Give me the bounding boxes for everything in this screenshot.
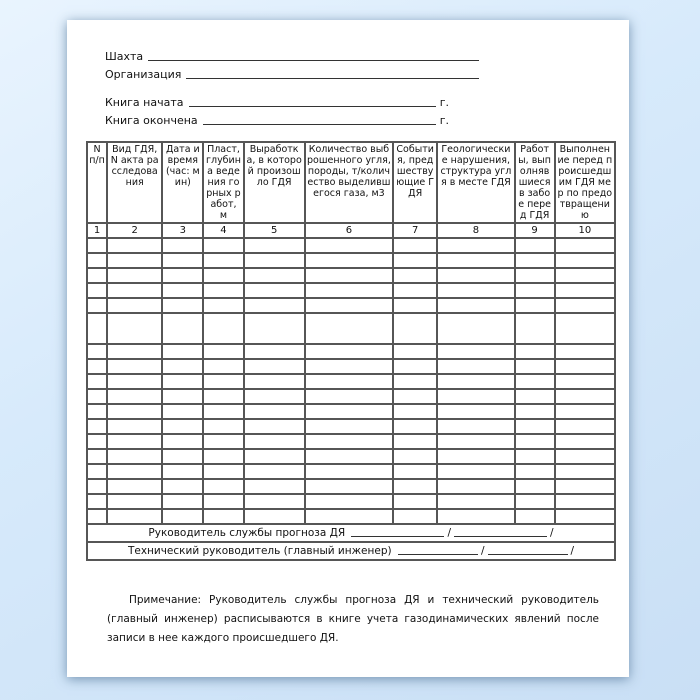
empty-row (87, 298, 615, 313)
empty-cell (244, 479, 305, 494)
empty-cell (393, 494, 437, 509)
col-header-6: Количество выброшенного угля, породы, т/количество выделившегося газа, м3 (305, 142, 393, 223)
blank-line (351, 535, 444, 537)
empty-cell (555, 253, 615, 268)
col-header-9: Работы, выполнявшиеся в забое перед ГДЯ (515, 142, 555, 223)
empty-cell (244, 389, 305, 404)
empty-cell (203, 359, 243, 374)
empty-cell (393, 359, 437, 374)
empty-cell (305, 238, 393, 253)
empty-cell (162, 268, 203, 283)
empty-cell (162, 494, 203, 509)
empty-cell (162, 238, 203, 253)
empty-cell (107, 479, 162, 494)
empty-cell (87, 464, 107, 479)
empty-cell (515, 298, 555, 313)
col-header-7: События, предшествующие ГДЯ (393, 142, 437, 223)
empty-cell (244, 283, 305, 298)
empty-cell (555, 374, 615, 389)
empty-cell (555, 449, 615, 464)
empty-cell (244, 419, 305, 434)
col-number: 10 (555, 223, 615, 238)
empty-row (87, 449, 615, 464)
empty-cell (437, 389, 514, 404)
empty-cell (555, 404, 615, 419)
empty-row (87, 464, 615, 479)
empty-cell (244, 359, 305, 374)
empty-cell (437, 509, 514, 524)
empty-cell (107, 419, 162, 434)
empty-cell (162, 283, 203, 298)
empty-cell (305, 313, 393, 344)
field-suffix: г. (439, 114, 449, 127)
empty-cell (203, 283, 243, 298)
empty-cell (393, 404, 437, 419)
col-header-1: N п/п (87, 142, 107, 223)
empty-cell (162, 253, 203, 268)
empty-cell (515, 268, 555, 283)
empty-cell (437, 359, 514, 374)
col-number: 4 (203, 223, 243, 238)
blank-line (148, 59, 479, 61)
empty-cell (555, 283, 615, 298)
col-header-4: Пласт, глубина ведения горных работ, м (203, 142, 243, 223)
col-number: 7 (393, 223, 437, 238)
empty-cell (437, 268, 514, 283)
empty-row (87, 389, 615, 404)
col-header-3: Дата и время (час: мин) (162, 142, 203, 223)
empty-cell (515, 313, 555, 344)
empty-cell (162, 464, 203, 479)
empty-cell (87, 313, 107, 344)
blank-line (398, 553, 478, 555)
empty-row (87, 434, 615, 449)
empty-cell (555, 464, 615, 479)
empty-cell (87, 419, 107, 434)
empty-cell (393, 389, 437, 404)
empty-cell (244, 238, 305, 253)
empty-cell (515, 419, 555, 434)
empty-cell (393, 419, 437, 434)
empty-cell (515, 509, 555, 524)
empty-row (87, 283, 615, 298)
empty-cell (305, 359, 393, 374)
empty-cell (437, 313, 514, 344)
empty-cell (203, 268, 243, 283)
empty-cell (305, 283, 393, 298)
empty-cell (203, 344, 243, 359)
empty-cell (87, 344, 107, 359)
empty-cell (87, 389, 107, 404)
empty-cell (87, 298, 107, 313)
empty-cell (107, 238, 162, 253)
empty-cell (244, 464, 305, 479)
field-label: Шахта (105, 50, 144, 63)
empty-cell (515, 479, 555, 494)
empty-cell (437, 449, 514, 464)
empty-cell (437, 404, 514, 419)
empty-cell (107, 374, 162, 389)
empty-row (87, 238, 615, 253)
empty-cell (162, 298, 203, 313)
empty-cell (393, 268, 437, 283)
col-header-2: Вид ГДЯ, N акта расследования (107, 142, 162, 223)
empty-cell (555, 434, 615, 449)
signature-cell (87, 542, 615, 560)
header-fields (105, 45, 479, 127)
column-number-row (87, 223, 615, 238)
empty-row (87, 253, 615, 268)
field-suffix: г. (439, 96, 449, 109)
col-number: 5 (244, 223, 305, 238)
note-paragraph: Примечание: Руководитель службы прогноза ДЯ и технический руководитель (главный инженер) расписываются в книге учета газодинамических явлений после записи в нее каждого происшедшего ДЯ. (107, 593, 599, 644)
empty-cell (305, 434, 393, 449)
empty-cell (203, 238, 243, 253)
empty-cell (107, 283, 162, 298)
blank-line (454, 535, 547, 537)
empty-cell (162, 479, 203, 494)
empty-cell (203, 374, 243, 389)
empty-cell (305, 374, 393, 389)
empty-cell (305, 509, 393, 524)
empty-cell (555, 419, 615, 434)
empty-cell (107, 268, 162, 283)
empty-cell (515, 238, 555, 253)
slash: / (550, 526, 554, 539)
signature-cell (87, 524, 615, 542)
empty-cell (393, 344, 437, 359)
empty-row (87, 359, 615, 374)
empty-cell (393, 298, 437, 313)
empty-cell (393, 449, 437, 464)
empty-cell (437, 494, 514, 509)
empty-cell (162, 344, 203, 359)
empty-cell (162, 389, 203, 404)
empty-cell (555, 359, 615, 374)
empty-cell (203, 449, 243, 464)
field-shahta (105, 45, 479, 63)
empty-cell (305, 268, 393, 283)
empty-cell (162, 359, 203, 374)
empty-cell (437, 434, 514, 449)
empty-cell (107, 253, 162, 268)
empty-cell (393, 238, 437, 253)
signature-row-1 (87, 524, 615, 542)
empty-cell (107, 298, 162, 313)
empty-cell (393, 283, 437, 298)
col-number: 3 (162, 223, 203, 238)
empty-cell (437, 479, 514, 494)
col-number: 9 (515, 223, 555, 238)
empty-cell (87, 494, 107, 509)
empty-cell (437, 464, 514, 479)
empty-row (87, 419, 615, 434)
empty-cell (437, 344, 514, 359)
blank-line (186, 77, 479, 79)
empty-cell (515, 374, 555, 389)
empty-cell (515, 283, 555, 298)
empty-cell (107, 344, 162, 359)
empty-cell (203, 419, 243, 434)
empty-cell (203, 389, 243, 404)
empty-cell (437, 283, 514, 298)
empty-row (87, 344, 615, 359)
empty-cell (515, 389, 555, 404)
empty-cell (87, 404, 107, 419)
empty-cell (393, 313, 437, 344)
field-kniga-okonchena (105, 109, 449, 127)
col-number: 6 (305, 223, 393, 238)
empty-cell (555, 344, 615, 359)
table-header-row (87, 142, 615, 223)
empty-cell (515, 494, 555, 509)
slash: / (570, 544, 575, 557)
empty-cell (305, 404, 393, 419)
empty-cell (162, 434, 203, 449)
empty-cell (515, 344, 555, 359)
spacer (105, 81, 479, 91)
blank-line (203, 123, 436, 125)
empty-cell (244, 449, 305, 464)
empty-cell (244, 298, 305, 313)
col-header-10: Выполнение перед происшедшим ГДЯ мер по предотвращению (555, 142, 615, 223)
empty-cell (87, 509, 107, 524)
signature-label: Руководитель службы прогноза ДЯ (148, 526, 346, 539)
empty-row (87, 509, 615, 524)
empty-cell (203, 313, 243, 344)
empty-cell (437, 419, 514, 434)
col-number: 2 (107, 223, 162, 238)
empty-cell (87, 253, 107, 268)
blank-line (488, 553, 568, 555)
empty-cell (203, 298, 243, 313)
empty-cell (244, 344, 305, 359)
empty-cell (393, 479, 437, 494)
empty-cell (515, 359, 555, 374)
empty-row (87, 479, 615, 494)
empty-cell (87, 359, 107, 374)
empty-cell (555, 313, 615, 344)
empty-cell (515, 253, 555, 268)
empty-cell (107, 434, 162, 449)
empty-cell (244, 404, 305, 419)
empty-cell (87, 283, 107, 298)
empty-cell (393, 374, 437, 389)
empty-row (87, 404, 615, 419)
field-label: Организация (105, 68, 182, 81)
empty-cell (203, 404, 243, 419)
empty-cell (203, 253, 243, 268)
empty-cell (87, 238, 107, 253)
empty-cell (87, 268, 107, 283)
empty-cell (305, 389, 393, 404)
empty-cell (107, 389, 162, 404)
empty-cell (515, 464, 555, 479)
empty-cell (437, 238, 514, 253)
col-header-8: Геологические нарушения, структура угля в месте ГДЯ (437, 142, 514, 223)
empty-row (87, 268, 615, 283)
empty-cell (107, 404, 162, 419)
empty-cell (87, 449, 107, 464)
empty-cell (107, 313, 162, 344)
empty-cell (87, 374, 107, 389)
col-number: 8 (437, 223, 514, 238)
empty-cell (162, 419, 203, 434)
empty-cell (305, 253, 393, 268)
empty-cell (555, 509, 615, 524)
empty-cell (162, 404, 203, 419)
empty-cell (393, 434, 437, 449)
empty-cell (437, 374, 514, 389)
empty-cell (244, 313, 305, 344)
empty-row (87, 494, 615, 509)
empty-cell (162, 374, 203, 389)
gdya-table (86, 141, 616, 561)
empty-cell (244, 253, 305, 268)
empty-cell (305, 344, 393, 359)
blank-line (189, 105, 436, 107)
empty-cell (515, 404, 555, 419)
empty-row (87, 313, 615, 344)
empty-cell (244, 434, 305, 449)
empty-cell (305, 419, 393, 434)
empty-cell (305, 298, 393, 313)
empty-cell (555, 298, 615, 313)
empty-cell (87, 434, 107, 449)
empty-cell (393, 464, 437, 479)
empty-cell (107, 494, 162, 509)
slash: / (480, 544, 485, 557)
empty-cell (437, 253, 514, 268)
empty-cell (203, 434, 243, 449)
empty-cell (203, 479, 243, 494)
empty-cell (162, 449, 203, 464)
empty-cell (555, 494, 615, 509)
empty-cell (162, 509, 203, 524)
slash: / (447, 526, 452, 539)
empty-cell (555, 238, 615, 253)
empty-cell (305, 494, 393, 509)
empty-cell (244, 494, 305, 509)
signature-label: Технический руководитель (главный инженер) (127, 544, 392, 557)
empty-cell (244, 268, 305, 283)
empty-cell (87, 479, 107, 494)
empty-cell (203, 464, 243, 479)
col-header-5: Выработка, в которой произошло ГДЯ (244, 142, 305, 223)
empty-cell (107, 359, 162, 374)
empty-cell (555, 268, 615, 283)
empty-cell (437, 298, 514, 313)
field-organizaciya (105, 63, 479, 81)
empty-cell (555, 479, 615, 494)
empty-cell (305, 449, 393, 464)
empty-cell (162, 313, 203, 344)
field-label: Книга начата (105, 96, 184, 109)
empty-cell (107, 464, 162, 479)
empty-cell (515, 449, 555, 464)
col-number: 1 (87, 223, 107, 238)
form-page (67, 20, 629, 677)
empty-cell (305, 479, 393, 494)
empty-cell (393, 253, 437, 268)
empty-cell (107, 449, 162, 464)
signature-row-2 (87, 542, 615, 560)
empty-cell (393, 509, 437, 524)
empty-cell (244, 509, 305, 524)
empty-row (87, 374, 615, 389)
empty-cell (555, 389, 615, 404)
empty-cell (515, 434, 555, 449)
empty-cell (107, 509, 162, 524)
empty-cell (305, 464, 393, 479)
empty-cell (203, 494, 243, 509)
empty-cell (244, 374, 305, 389)
empty-cell (203, 509, 243, 524)
field-kniga-nachata (105, 91, 449, 109)
field-label: Книга окончена (105, 114, 198, 127)
